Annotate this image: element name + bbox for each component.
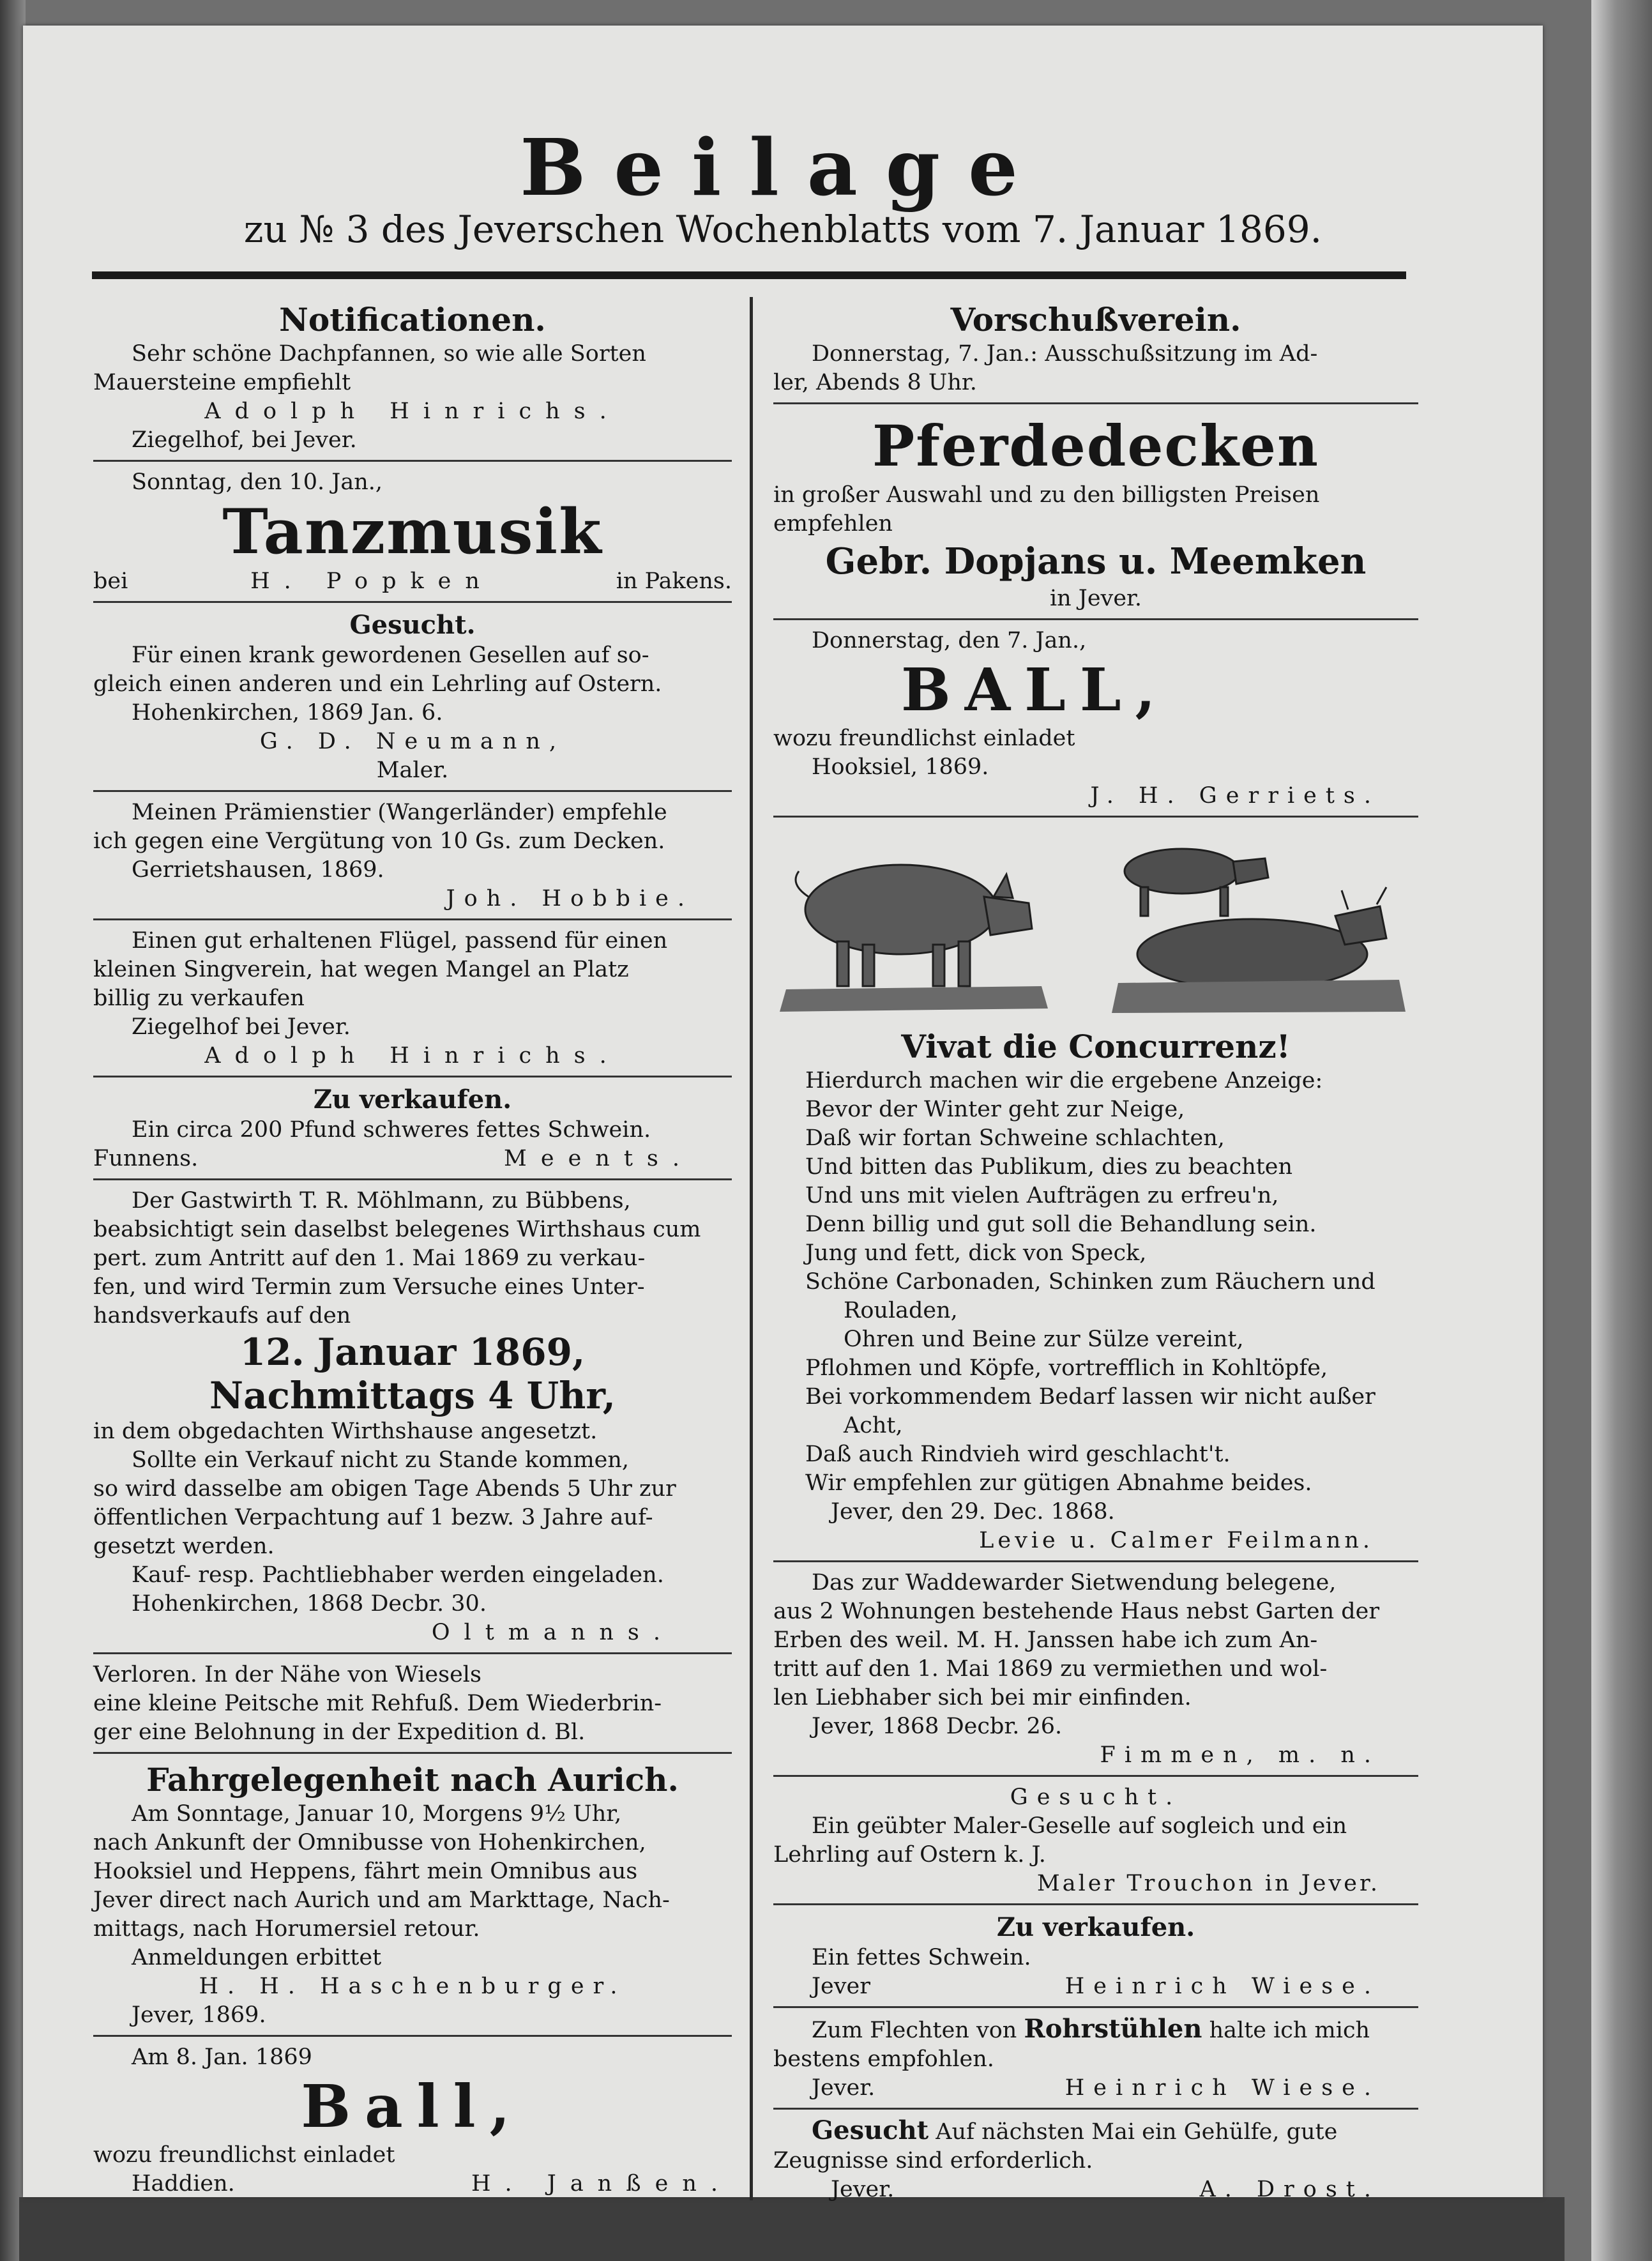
section-heading: Gesucht. [1010,1785,1182,1810]
ad-zu-verkaufen [93,1084,732,1173]
pig-ear [994,874,1013,898]
text-line: pert. zum Antritt auf den 1. Mai 1869 zu verkau- [93,1245,646,1271]
poem [773,1067,1418,1498]
host-name: H. Popken [250,568,494,594]
pig-leg [959,941,970,986]
section-heading: Zu verkaufen. [996,1912,1195,1942]
text-line: Sollte ein Verkauf nicht zu Stande kommen, [132,1447,630,1473]
signer: H. Janßen. [471,2171,732,2196]
signer: J. H. Gerriets. [1090,783,1380,809]
text-line: Kauf- resp. Pachtliebhaber werden eingeladen. [132,1562,664,1588]
text-line: Das zur Waddewarder Sietwendung belegene, [812,1570,1337,1595]
pig-tail [796,871,808,897]
left-column [93,300,732,2198]
poem-line: Hierdurch machen wir die ergebene Anzeige: [805,1068,1323,1093]
cow-lying-body [1137,919,1367,989]
header-rule [92,271,1406,279]
poem-line: Pflohmen und Köpfe, vortrefflich in Kohltöpfe, [805,1355,1328,1381]
text-line: Donnerstag, 7. Jan.: Ausschußsitzung im Ad- [812,341,1318,367]
emphasis: Rohrstühlen [1024,2014,1202,2044]
bei-label: bei [93,568,128,594]
poem-line: Wir empfehlen zur gütigen Abnahme beides. [805,1470,1312,1496]
pig-leg [837,941,849,986]
section-heading: Zu verkaufen. [313,1085,512,1115]
signer: H. H. Haschenburger. [199,1974,626,1999]
text-line: öffentlichen Verpachtung auf 1 bezw. 3 Jahre auf- [93,1505,653,1530]
book-gutter [0,0,26,2261]
place: Haddien. [132,2171,235,2196]
signer: Heinrich Wiese. [1065,2075,1380,2101]
text-line: ich gegen eine Vergütung von 10 Gs. zum Decken. [93,828,665,854]
text-line: wozu freundlichst einladet [93,2142,395,2168]
firm-name: Gebr. Dopjans u. Meemken [825,540,1367,582]
poem-line: Ohren und Beine zur Sülze vereint, [844,1327,1244,1352]
text-line: ger eine Belohnung in der Expedition d. Bl. [93,1719,586,1745]
separator [93,460,732,462]
text-line: Jever direct nach Aurich und am Markttage, Nach- [93,1887,670,1913]
text-line: in dem obgedachten Wirthshause angesetzt. [93,1419,598,1444]
host-line [93,567,732,596]
text-line: ler, Abends 8 Uhr. [773,370,977,395]
place: Jever. [831,2177,895,2202]
text-line: gesetzt werden. [93,1534,275,1559]
text-fragment: Auf nächsten Mai ein Gehülfe, gute [936,2119,1338,2145]
text-line: Ein geübter Maler-Geselle auf sogleich und ein [812,1813,1347,1839]
text-line: Verloren. In der Nähe von Wiesels [93,1662,481,1687]
date-line: Hohenkirchen, 1868 Decbr. 30. [132,1591,487,1617]
ad-ball-haddien [93,2043,732,2198]
separator [773,618,1418,620]
poem-line: Daß wir fortan Schweine schlachten, [805,1125,1225,1151]
ad-pferdedecken [773,411,1418,613]
ad-rohrstuehle [773,2014,1418,2103]
date-line: Jever, den 29. Dec. 1868. [831,1499,1115,1525]
section-heading: Vivat die Concurrenz! [901,1028,1291,1065]
poem-line: Jung und fett, dick von Speck, [805,1240,1147,1266]
pig-head [984,897,1032,935]
ground [1112,980,1406,1013]
separator [93,1652,732,1654]
text-line: Einen gut erhaltenen Flügel, passend für einen [132,928,668,954]
signer: Fimmen, m. n. [1100,1742,1380,1768]
text-line: Am Sonntage, Januar 10, Morgens 9½ Uhr, [132,1801,622,1827]
text-line: Sehr schöne Dachpfannen, so wie alle Sorten [132,341,646,367]
place: in Jever. [1049,586,1142,611]
place: Ziegelhof, bei Jever. [132,427,357,453]
date-line: Hohenkirchen, 1869 Jan. 6. [132,700,443,726]
cow-lying-head [1335,906,1386,945]
poem-line: Schöne Carbonaden, Schinken zum Räuchern und [805,1269,1375,1295]
place: in Pakens. [616,568,732,594]
ground [780,986,1048,1012]
separator [93,2035,732,2037]
place: Jever [812,1974,870,1999]
column-divider [750,297,753,2200]
separator [93,1178,732,1180]
ad-gesucht-gehuelfe [773,2116,1418,2204]
place: Ziegelhof bei Jever. [132,1014,351,1040]
text-fragment: Zum Flechten von [812,2018,1017,2043]
poem-line: Acht, [844,1413,903,1438]
text-line: mittags, nach Horumersiel retour. [93,1916,480,1942]
text-line: Hooksiel und Heppens, fährt mein Omnibus aus [93,1859,638,1884]
text-line: Ein fettes Schwein. [812,1945,1031,1970]
section-heading: Notificationen. [279,301,546,339]
text-line: gleich einen anderen und ein Lehrling auf Ostern. [93,671,662,697]
pig-leg [863,945,874,986]
text-line: Ein circa 200 Pfund schweres fettes Schwein. [132,1117,651,1143]
ad-praemienstier [93,798,732,913]
text-line [773,2116,1418,2147]
text-line: bestens empfohlen. [773,2046,994,2072]
text-line: aus 2 Wohnungen bestehende Haus nebst Garten der [773,1599,1380,1624]
ad-zu-verkaufen-2 [773,1912,1418,2001]
place-signer-line [93,1145,732,1173]
signer: Levie u. Calmer Feilmann. [979,1528,1374,1553]
text-line: handsverkaufs auf den [93,1303,351,1328]
signer: G. D. Neumann, [259,729,566,754]
page-edges [1591,0,1652,2261]
ad-vivat-concurrenz [773,1027,1418,1555]
ad-tanzmusik [93,468,732,596]
separator [93,601,732,603]
ad-title: Pferdedecken [872,413,1319,479]
page-subtitle: zu № 3 des Jeverschen Wochenblatts vom 7. Januar 1869. [243,208,1322,251]
ad-verloren [93,1661,732,1747]
ad-gesucht [93,609,732,785]
ad-gesucht-maler [773,1783,1418,1898]
poem-line: Daß auch Rindvieh wird geschlacht't. [805,1442,1231,1467]
place: Funnens. [93,1146,199,1171]
place: Hooksiel, 1869. [812,754,989,780]
ad-vorschussverein [773,300,1418,397]
ad-fluegel [93,927,732,1070]
separator [773,2006,1418,2008]
ad-notificationen [93,300,732,455]
woodcut-illustration [773,826,1418,1018]
role: Maler. [376,757,449,783]
text-line: nach Ankunft der Omnibusse von Hohenkirchen, [93,1830,646,1855]
place: Gerrietshausen, 1869. [132,857,384,883]
text-line: fen, und wird Termin zum Versuche eines Unter- [93,1274,645,1300]
newspaper-page [23,26,1543,2202]
place: Jever. [812,2075,875,2101]
ad-haus-vermieten [773,1569,1418,1770]
place: Jever, 1869. [132,2002,266,2028]
ad-title: BALL, [901,655,1170,724]
text-line: Anmeldungen erbittet [132,1945,382,1970]
pig-leg [933,945,944,986]
text-line: beabsichtigt sein daselbst belegenes Wirthshaus cum [93,1217,701,1242]
separator [93,790,732,792]
cow-standing-head [1233,858,1268,884]
ad-title: Tanzmusik [222,496,603,568]
signer: Meents. [504,1146,693,1171]
separator [93,1076,732,1077]
poem-line: Und bitten das Publikum, dies zu beachten [805,1154,1293,1180]
poem-line: Bevor der Winter geht zur Neige, [805,1097,1185,1122]
right-column [773,300,1418,2204]
poem-line: Bei vorkommendem Bedarf lassen wir nicht außer [805,1384,1375,1410]
text-line [773,2014,1418,2045]
separator [773,1775,1418,1777]
poem-line: Rouladen, [844,1298,958,1323]
section-heading: Fahrgelegenheit nach Aurich. [146,1761,679,1799]
separator [93,918,732,920]
date-line: Donnerstag, den 7. Jan., [812,628,1087,653]
signer: Adolph Hinrichs. [204,1043,621,1069]
date-line: Sonntag, den 10. Jan., [132,469,383,495]
poem-line: Denn billig und gut soll die Behandlung sein. [805,1212,1317,1237]
ad-wirtshaus [93,1187,732,1647]
text-fragment: halte ich mich [1209,2018,1370,2043]
date-line: Jever, 1868 Decbr. 26. [812,1714,1063,1739]
poem-line: Und uns mit vielen Aufträgen zu erfreu'n, [805,1183,1279,1208]
text-line: Mauersteine empfiehlt [93,370,351,395]
ad-ball-hooksiel [773,627,1418,811]
signer: Oltmanns. [431,1620,674,1645]
place-signer-line [93,2170,732,2198]
place-signer-line [773,1972,1418,2001]
signer: A. Drost. [1199,2177,1380,2202]
ad-fahrgelegenheit [93,1760,732,2030]
separator [773,816,1418,818]
text-line: len Liebhaber sich bei mir einfinden. [773,1685,1192,1710]
separator [773,1903,1418,1905]
separator [773,402,1418,404]
section-heading: Vorschußverein. [950,301,1241,339]
text-line: kleinen Singverein, hat wegen Mangel an Platz [93,957,629,982]
pig-and-cattle-woodcut [773,826,1418,1018]
signer: Maler Trouchon in Jever. [1036,1871,1380,1896]
text-line: empfehlen [773,511,893,537]
signer: Joh. Hobbie. [446,886,693,911]
cow-leg [1140,887,1148,916]
text-line: Meinen Prämienstier (Wangerländer) empfehle [132,800,667,825]
text-line: eine kleine Peitsche mit Rehfuß. Dem Wiederbrin- [93,1691,662,1716]
text-line: billig zu verkaufen [93,986,305,1011]
section-heading: Gesucht. [349,610,476,640]
ad-title: Ball, [301,2072,524,2141]
scan-border [19,2197,1565,2261]
text-line: tritt auf den 1. Mai 1869 zu vermiethen und wol- [773,1656,1328,1682]
text-line: Lehrling auf Ostern k. J. [773,1842,1046,1868]
auction-date: 12. Januar 1869, [239,1330,586,1374]
separator [773,1560,1418,1562]
text-line: Zeugnisse sind erforderlich. [773,2148,1093,2173]
auction-time: Nachmittags 4 Uhr, [209,1374,616,1417]
signer: Adolph Hinrichs. [204,399,621,424]
place-signer-line [773,2175,1418,2204]
emphasis: Gesucht [812,2115,929,2145]
text-line: Für einen krank gewordenen Gesellen auf so- [132,643,649,668]
separator [773,2108,1418,2110]
signer: Heinrich Wiese. [1065,1974,1380,1999]
place-signer-line [773,2074,1418,2103]
text-line: in großer Auswahl und zu den billigsten Preisen [773,482,1320,508]
text-line: Erben des weil. M. H. Janssen habe ich zum An- [773,1627,1318,1653]
cow-leg [1220,887,1228,916]
separator [93,1752,732,1754]
date-line: Am 8. Jan. 1869 [132,2044,312,2070]
text-line: Der Gastwirth T. R. Möhlmann, zu Bübbens, [132,1188,631,1214]
text-line: so wird dasselbe am obigen Tage Abends 5 Uhr zur [93,1476,676,1502]
page-title: Beilage [520,121,1046,213]
text-line: wozu freundlichst einladet [773,726,1075,751]
